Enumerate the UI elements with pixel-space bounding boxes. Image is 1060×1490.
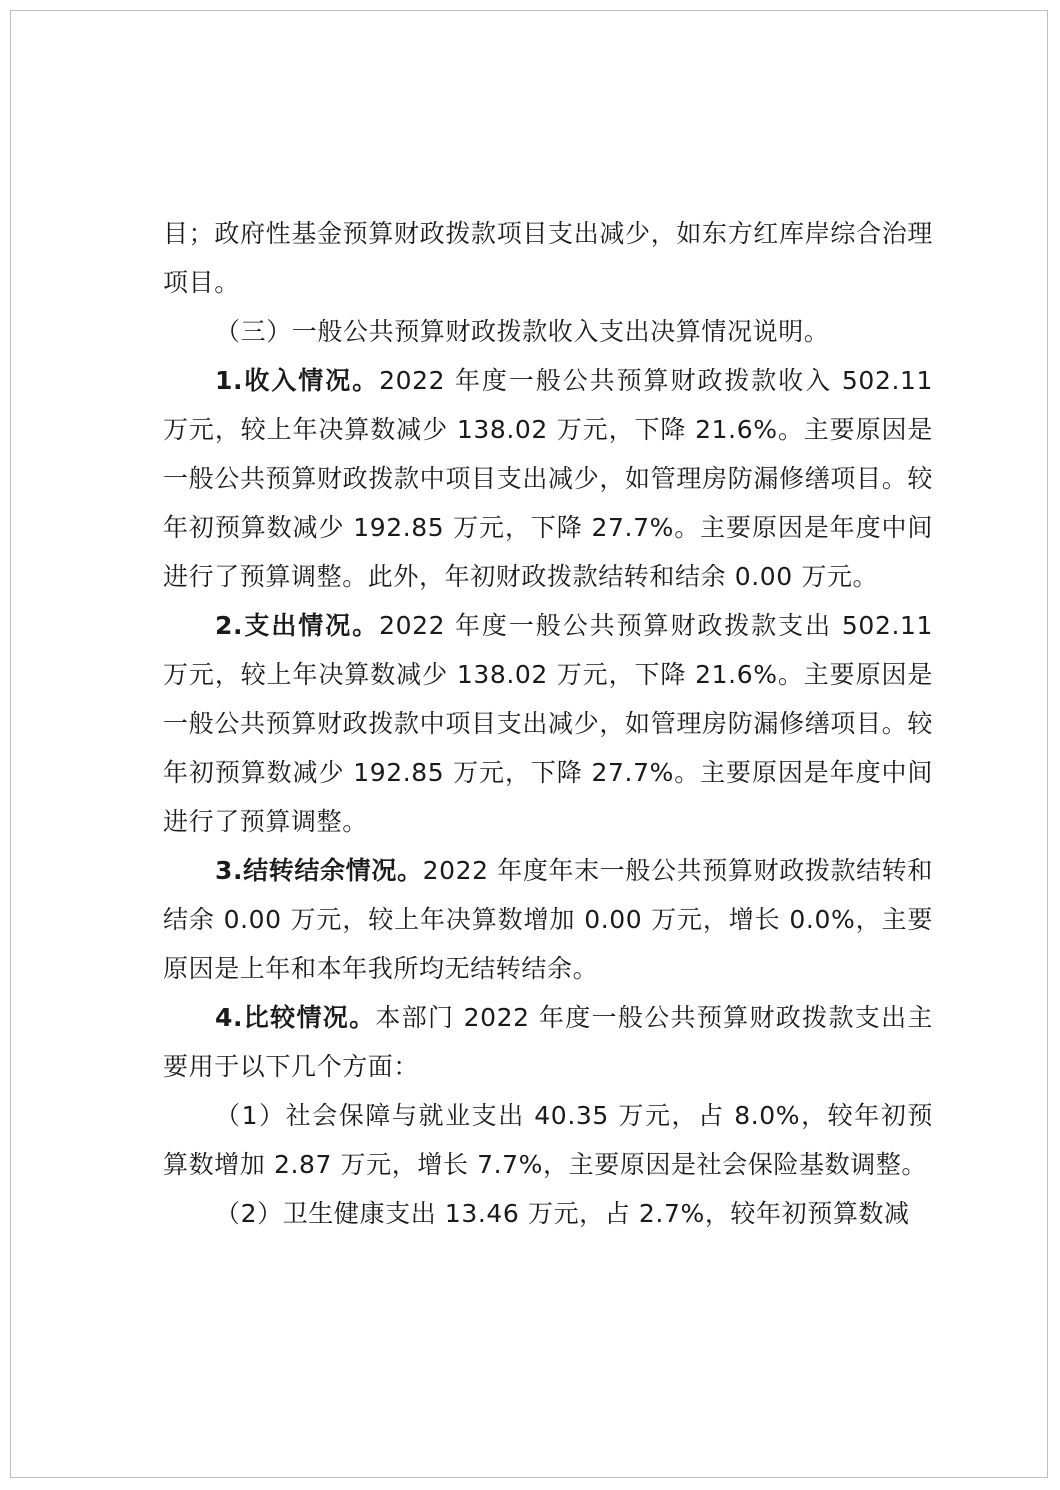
section-heading-3	[163, 307, 933, 356]
paragraph-expenditure	[163, 601, 933, 846]
paragraph-continuation	[163, 209, 933, 307]
paragraph-text: （2）卫生健康支出 13.46 万元，占 2.7%，较年初预算数减	[215, 1199, 910, 1228]
paragraph-text: 目；政府性基金预算财政拨款项目支出减少，如东方红库岸综合治理项目。	[163, 219, 933, 297]
paragraph-text: 2022 年度一般公共预算财政拨款支出 502.11 万元，较上年决算数减少 138.02 万元，下降 21.6%。主要原因是一般公共预算财政拨款中项目支出减少，如管理房防漏修缮项目。较年初预算数减少 192.85 万元，下降 27.7%。主要原因是年度中间进行了预算调整。	[163, 611, 934, 836]
paragraph-heading: 3.结转结余情况。	[215, 856, 423, 885]
paragraph-income	[163, 356, 933, 601]
paragraph-text: （三）一般公共预算财政拨款收入支出决算情况说明。	[215, 317, 830, 346]
document-body	[163, 209, 933, 1238]
paragraph-item-1	[163, 1091, 933, 1189]
paragraph-item-2	[163, 1189, 933, 1238]
paragraph-text: 2022 年度一般公共预算财政拨款收入 502.11 万元，较上年决算数减少 138.02 万元，下降 21.6%。主要原因是一般公共预算财政拨款中项目支出减少，如管理房防漏修缮项目。较年初预算数减少 192.85 万元，下降 27.7%。主要原因是年度中间进行了预算调整。此外，年初财政拨款结转和结余 0.00 万元。	[163, 366, 934, 591]
paragraph-comparison	[163, 993, 933, 1091]
paragraph-text: （1）社会保障与就业支出 40.35 万元，占 8.0%，较年初预算数增加 2.87 万元，增长 7.7%，主要原因是社会保险基数调整。	[163, 1101, 933, 1179]
paragraph-carryover	[163, 846, 933, 993]
document-page	[10, 10, 1048, 1478]
paragraph-text: 本部门 2022 年度一般公共预算财政拨款支出主要用于以下几个方面：	[163, 1003, 934, 1081]
paragraph-heading: 1.收入情况。	[215, 366, 380, 395]
paragraph-text: 2022 年度年末一般公共预算财政拨款结转和结余 0.00 万元，较上年决算数增加 0.00 万元，增长 0.0%，主要原因是上年和本年我所均无结转结余。	[163, 856, 933, 983]
paragraph-heading: 2.支出情况。	[215, 611, 380, 640]
paragraph-heading: 4.比较情况。	[215, 1003, 376, 1032]
